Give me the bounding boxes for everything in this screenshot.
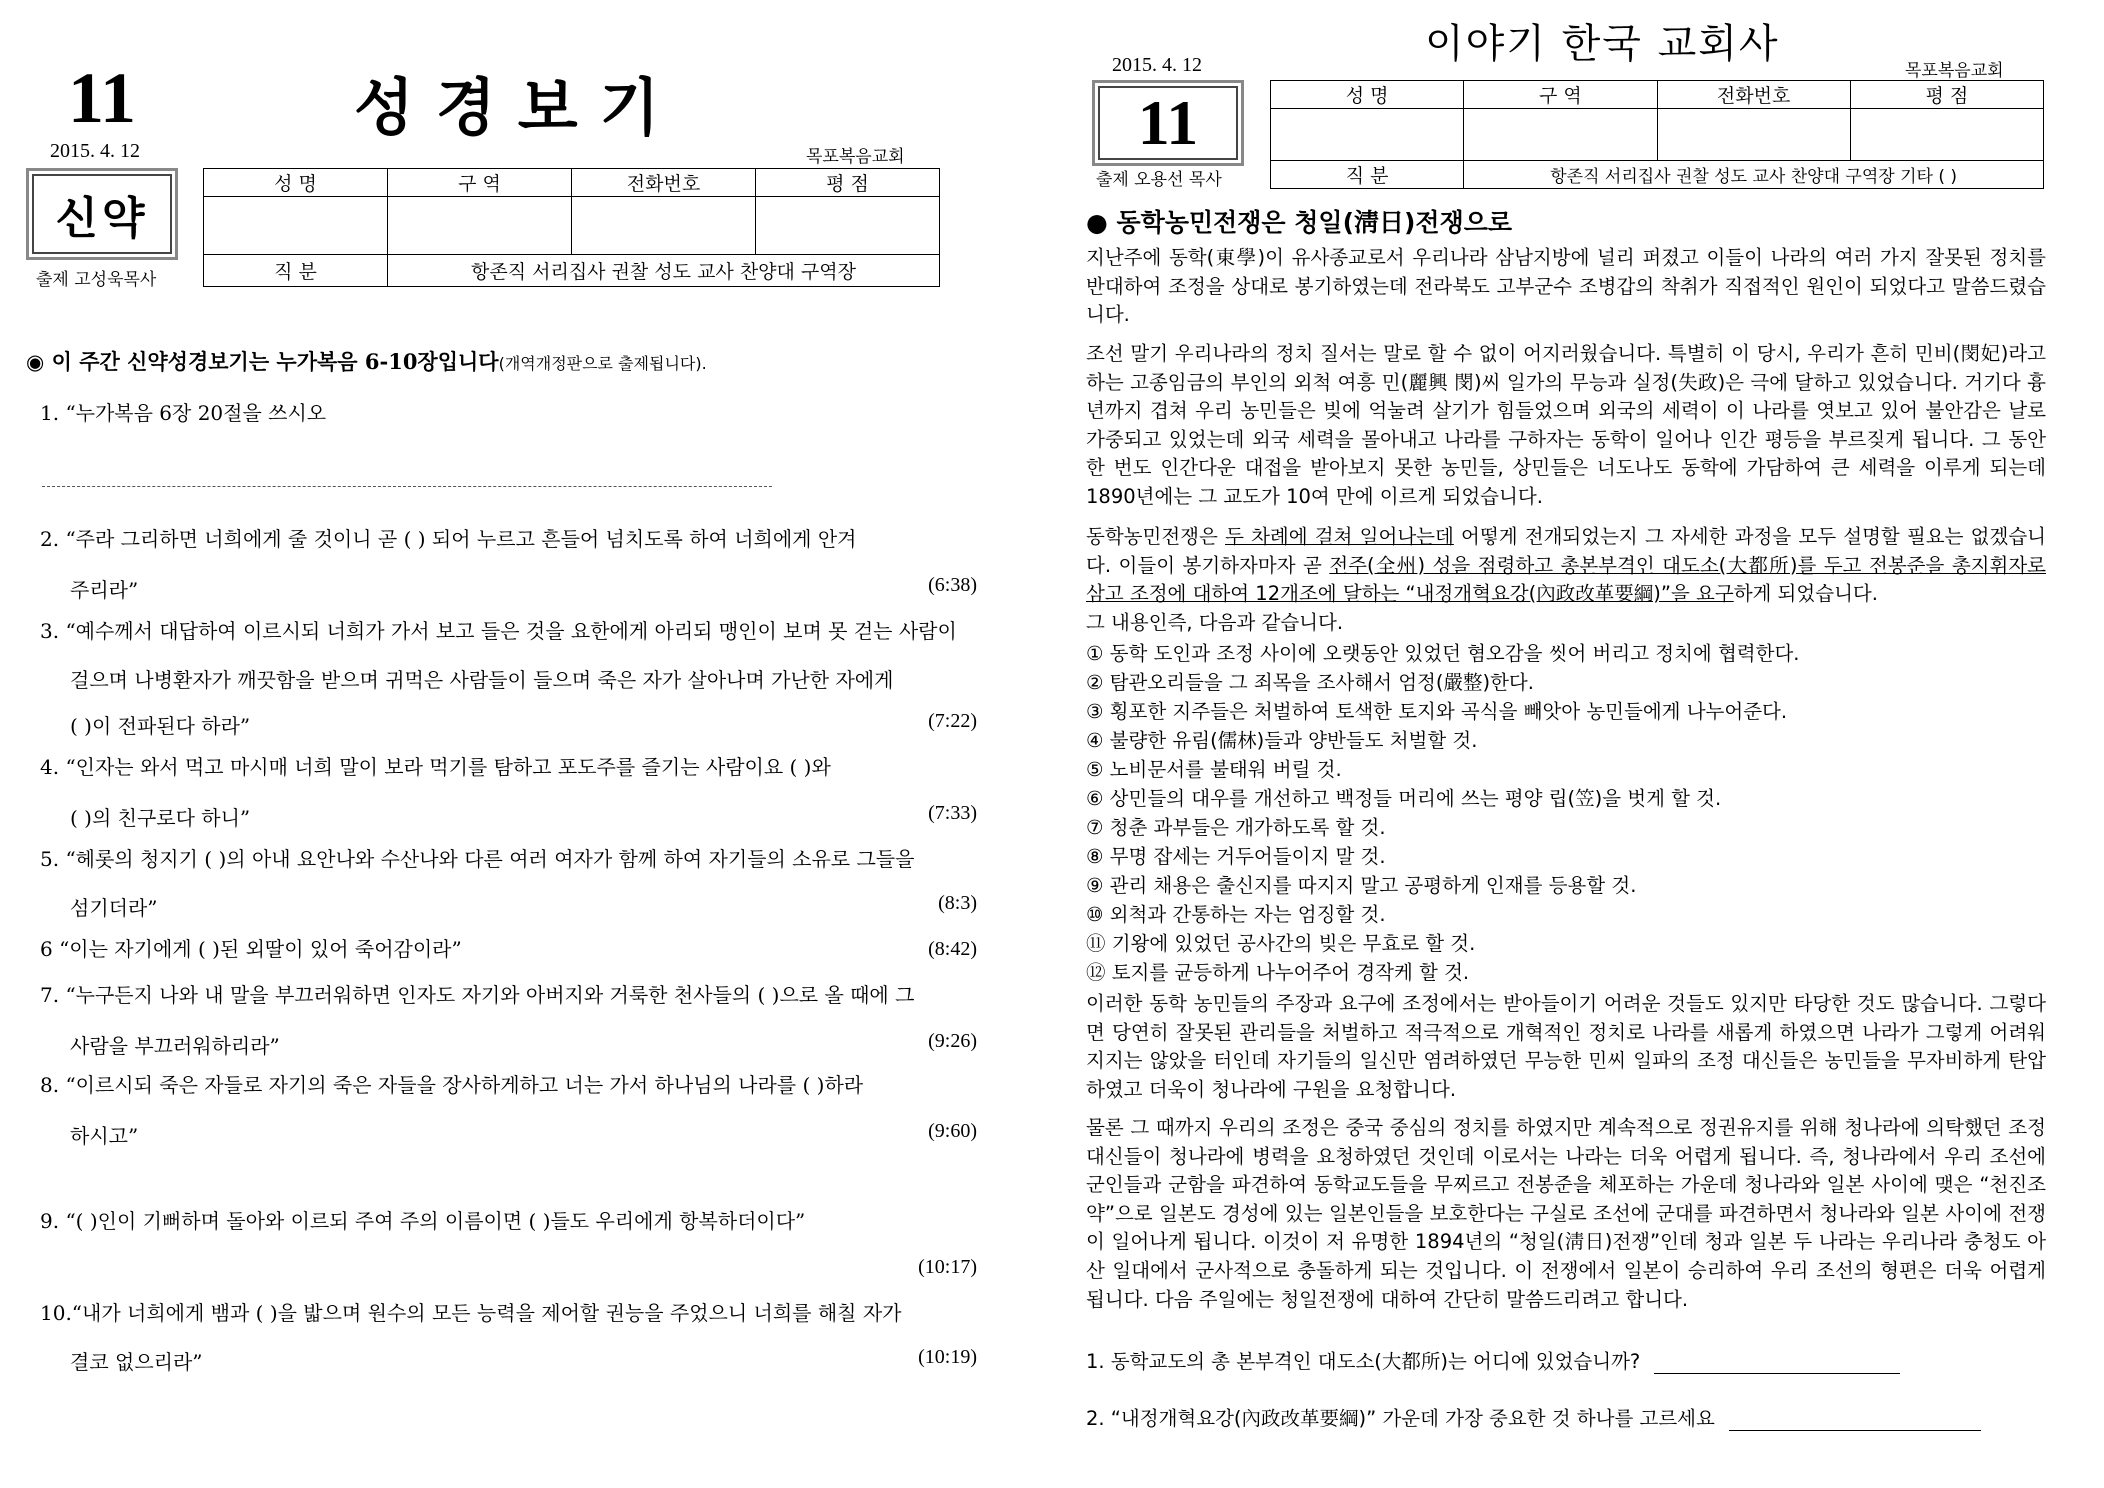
reform-item-9: ⑨ 관리 채용은 출신지를 따지지 말고 공평하게 인재를 등용할 것.: [1086, 874, 1637, 897]
right-paragraph-3: [1086, 523, 2046, 637]
reform-item-11: ⑪ 기왕에 있었던 공사간의 빚은 무효로 할 것.: [1086, 932, 1476, 955]
right-role-label: 직 분: [1271, 161, 1464, 189]
question-6-ref: (8:42): [928, 938, 977, 960]
right-question-2-text: 2. “내정개혁요강(內政改革要綱)” 가운데 가장 중요한 것 하나를 고르세요: [1086, 1407, 1715, 1430]
question-9-ref: (10:17): [918, 1256, 977, 1278]
right-name-field[interactable]: [1271, 109, 1464, 161]
right-paragraph-4: 이러한 동학 농민들의 주장과 요구에 조정에서는 받아들이기 어려운 것들도 있지만 타당한 것도 많습니다. 그렇다면 당연히 잘못된 관리들을 처벌하고 적극적으로 개혁적인 정치로 나라를 새롭게 하였으면 나라가 그렇게 어려워지지는 않았을 터인데 자기들의 일신만 염려하였던 무능한 민씨 일파의 조정 대신들은 농민들을 무자비하게 탄압하였고 더욱이 청나라에 구원을 요청합니다.: [1086, 992, 2046, 1101]
question-7-line-1: 7. “누구든지 나와 내 말을 부끄러워하면 인자도 자기와 아버지와 거룩한 천사들의 ( )으로 올 때에 그: [40, 983, 915, 1007]
left-district-field[interactable]: [388, 197, 572, 255]
right-header-phone: 전화번호: [1657, 81, 1850, 109]
reform-item-1: ① 동학 도인과 조정 사이에 오랫동안 있었던 혐오감을 씻어 버리고 정치에 협력한다.: [1086, 642, 1800, 665]
right-phone-field[interactable]: [1657, 109, 1850, 161]
answer-dashed-line: [42, 486, 772, 487]
reform-item-5: ⑤ 노비문서를 불태워 버릴 것.: [1086, 758, 1342, 781]
right-question-1-answer-line[interactable]: [1654, 1351, 1900, 1374]
reform-item-2: ② 탐관오리들을 그 죄목을 조사해서 엄정(嚴整)한다.: [1086, 671, 1534, 694]
question-7-line-2: 사람을 부끄러워하리라”: [70, 1034, 280, 1058]
left-role-label: 직 분: [204, 255, 388, 287]
question-4-line-1: 4. “인자는 와서 먹고 마시매 너희 말이 보라 먹기를 탐하고 포도주를 즐기는 사람이요 ( )와: [40, 755, 831, 779]
p3-text-b: 어떻게 전개되었는지 그 자세한 과정을 모두 설명할 필요는 없겠습니다. 이들이 봉기하자마자 곧: [1086, 525, 2046, 577]
left-header-phone: 전화번호: [572, 169, 756, 197]
reform-item-8: ⑧ 무명 잡세는 거두어들이지 말 것.: [1086, 845, 1386, 868]
left-intro-note: (개역개정판으로 출제됩니다).: [498, 354, 707, 373]
question-5-ref: (8:3): [938, 892, 977, 914]
question-3-line-2: 걸으며 나병환자가 깨끗함을 받으며 귀먹은 사람들이 들으며 죽은 자가 살아나며 가난한 자에게: [70, 668, 894, 692]
right-paragraph-2: 조선 말기 우리나라의 정치 질서는 말로 할 수 없이 어지러웠습니다. 특별히 이 당시, 우리가 흔히 민비(閔妃)라고 하는 고종임금의 부인의 외척 여흥 민(麗興 閔)씨 일가의 무능과 실정(失政)은 극에 달하고 있었습니다. 거기다 흉년까지 겹쳐 우리 농민들은 빚에 억눌려 살기가 힘들었으며 외국의 세력이 이 나라를 엿보고 있어 불안감은 날로 가중되고 있었는데 외국 세력을 몰아내고 나라를 구하자는 동학이 일어나 인간 평등을 부르짖게 됩니다. 그 동안 한 번도 인간다운 대접을 받아보지 못한 농민들, 상민들은 너도나도 동학에 가담하여 큰 세력을 이루게 되는데 1890년에는 그 교도가 10여 만에 이르게 되었습니다.: [1086, 342, 2046, 508]
left-score-field[interactable]: [756, 197, 940, 255]
right-info-table: [1270, 80, 2044, 189]
left-testament-badge: [26, 168, 178, 260]
right-question-2-answer-line[interactable]: [1729, 1408, 1981, 1431]
p3-text-c: 하게 되었습니다.: [1733, 582, 1878, 606]
right-question-2: [1086, 1403, 1981, 1431]
p3-text-d: 그 내용인즉, 다음과 같습니다.: [1086, 610, 1344, 634]
left-church-name: 목포복음교회: [806, 147, 905, 167]
question-8-line-2: 하시고”: [70, 1124, 139, 1148]
left-info-table: [203, 168, 940, 287]
right-header-name: 성 명: [1271, 81, 1464, 109]
left-intro: [26, 346, 707, 376]
left-name-field[interactable]: [204, 197, 388, 255]
question-3-line-1: 3. “예수께서 대답하여 이르시되 너희가 가서 보고 들은 것을 요한에게 아리되 맹인이 보며 못 걷는 사람이: [40, 619, 957, 643]
left-header-score: 평 점: [756, 169, 940, 197]
question-10-line-2: 결코 없으리라”: [70, 1350, 203, 1374]
right-header-district: 구 역: [1464, 81, 1657, 109]
right-question-1: [1086, 1346, 1900, 1374]
question-2-line-2: 주리라”: [70, 578, 139, 602]
question-6: 6 “이는 자기에게 ( )된 외딸이 있어 죽어감이라”: [40, 937, 462, 961]
reform-item-12: ⑫ 토지를 균등하게 나누어주어 경작케 할 것.: [1086, 961, 1470, 984]
left-testament-label: 신약: [55, 193, 149, 244]
question-4-line-2: ( )의 친구로다 하니”: [70, 806, 251, 830]
right-issue-badge: [1092, 80, 1244, 166]
left-author: 출제 고성욱목사: [36, 270, 157, 290]
right-question-1-text: 1. 동학교도의 총 본부격인 대도소(大都所)는 어디에 있었습니까?: [1086, 1350, 1641, 1373]
right-paragraph-1: 지난주에 동학(東學)이 유사종교로서 우리나라 삼남지방에 널리 퍼졌고 이들이 나라의 여러 가지 잘못된 정치를 반대하여 조정을 상대로 봉기하였는데 전라북도 고부군수 조병갑의 착취가 직접적인 원인이 되었다고 말씀드렸습니다.: [1086, 246, 2046, 327]
right-header-score: 평 점: [1850, 81, 2043, 109]
right-author: 출제 오용선 목사: [1096, 170, 1222, 190]
reform-item-4: ④ 불량한 유림(儒林)들과 양반들도 처벌할 것.: [1086, 729, 1478, 752]
question-8-line-1: 8. “이르시되 죽은 자들로 자기의 죽은 자들을 장사하게하고 너는 가서 하나님의 나라를 ( )하라: [40, 1073, 864, 1097]
right-score-field[interactable]: [1850, 109, 2043, 161]
left-header-district: 구 역: [388, 169, 572, 197]
question-4-ref: (7:33): [928, 802, 977, 824]
reform-item-7: ⑦ 청춘 과부들은 개가하도록 할 것.: [1086, 816, 1386, 839]
left-issue-number: 11: [68, 58, 137, 138]
right-paragraph-5: 물론 그 때까지 우리의 조정은 중국 중심의 정치를 하였지만 계속적으로 정권유지를 위해 청나라에 의탁했던 조정대신들이 청나라에 병력을 요청하였던 것인데 이로서는 나라는 더욱 어렵게 됩니다. 즉, 청나라에서 우리 조선에 군인들과 군함을 파견하여 동학교도들을 무찌르고 전봉준을 체포하는 가운데 청나라와 일본 사이에 맺은 “천진조약”으로 일본도 경성에 있는 일본인들을 보호한다는 구실로 조선에 군대를 파견하면서 청나라와 일본 사이에 전쟁이 일어나게 됩니다. 이것이 저 유명한 1894년의 “청일(淸日)전쟁”인데 청과 일본 두 나라는 우리나라 충청도 아산 일대에서 군사적으로 충돌하게 되는 것입니다. 이 전쟁에서 일본이 승리하여 우리 조선의 형편은 더욱 어렵게 됩니다. 다음 주일에는 청일전쟁에 대하여 간단히 말씀드리려고 합니다.: [1086, 1116, 2046, 1311]
question-8-ref: (9:60): [928, 1120, 977, 1142]
left-header-name: 성 명: [204, 169, 388, 197]
question-2-line-1: 2. “주라 그리하면 너희에게 줄 것이니 곧 ( ) 되어 누르고 흔들어 넘치도록 하여 너희에게 안겨: [40, 527, 857, 551]
left-phone-field[interactable]: [572, 197, 756, 255]
question-1: 1. “누가복음 6장 20절을 쓰시오: [40, 401, 327, 425]
question-3-line-3: ( )이 전파된다 하라”: [70, 714, 251, 738]
p3-text-a: 동학농민전쟁은: [1086, 525, 1226, 548]
left-intro-main: ◉ 이 주간 신약성경보기는 누가복음 6-10장입니다: [26, 349, 499, 374]
reform-item-10: ⑩ 외척과 간통하는 자는 엄징할 것.: [1086, 903, 1386, 926]
reform-item-6: ⑥ 상민들의 대우를 개선하고 백정들 머리에 쓰는 평양 립(笠)을 벗게 할 것.: [1086, 787, 1722, 810]
left-date: 2015. 4. 12: [50, 140, 140, 162]
left-role-options[interactable]: 항존직 서리집사 권찰 성도 교사 찬양대 구역장: [388, 255, 940, 287]
right-section-heading: ● 동학농민전쟁은 청일(淸日)전쟁으로: [1086, 208, 1513, 237]
question-10-line-1: 10.“내가 너희에게 뱀과 ( )을 밟으며 원수의 모든 능력을 제어할 권능을 주었으니 너희를 해칠 자가: [40, 1301, 902, 1325]
question-5-line-1: 5. “헤롯의 청지기 ( )의 아내 요안나와 수산나와 다른 여러 여자가 함께 하여 자기들의 소유로 그들을: [40, 847, 915, 871]
question-7-ref: (9:26): [928, 1030, 977, 1052]
question-10-ref: (10:19): [918, 1346, 977, 1368]
question-2-ref: (6:38): [928, 574, 977, 596]
question-3-ref: (7:22): [928, 710, 977, 732]
right-issue-number: 11: [1137, 87, 1199, 158]
right-page-title: 이야기 한국 교회사: [1425, 21, 1780, 67]
right-role-options[interactable]: 항존직 서리집사 권찰 성도 교사 찬양대 구역장 기타 ( ): [1464, 161, 2044, 189]
right-district-field[interactable]: [1464, 109, 1657, 161]
question-9: 9. “( )인이 기뻐하며 돌아와 이르되 주여 주의 이름이면 ( )들도 우리에게 항복하더이다”: [40, 1209, 806, 1233]
p3-underline-2: 전주(全州) 성을 점령하고 총본부격인 대도소(大都所)를 두고 전봉준을 총지휘자로 삼고 조정에 대하여 12개조에 달하는 “내정개혁요강(內政改革要綱)”을 요구: [1086, 553, 2046, 606]
right-church-name: 목포복음교회: [1905, 61, 2004, 81]
question-5-line-2: 섬기더라”: [70, 896, 158, 920]
right-date: 2015. 4. 12: [1112, 54, 1202, 76]
left-page-title: 성경보기: [354, 71, 682, 144]
p3-underline-1: 두 차례에 걸쳐 일어나는데: [1225, 525, 1454, 548]
reform-item-3: ③ 횡포한 지주들은 처벌하여 토색한 토지와 곡식을 빼앗아 농민들에게 나누어준다.: [1086, 700, 1788, 723]
